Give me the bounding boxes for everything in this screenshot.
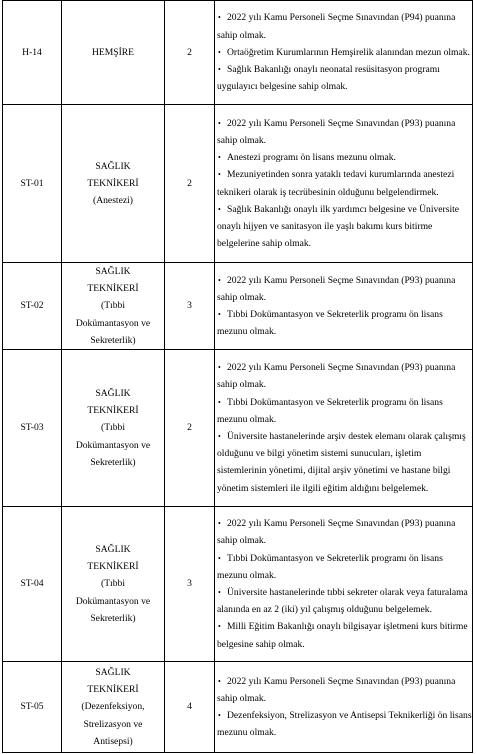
requirement-item xyxy=(215,584,472,618)
requirement-text: Milli Eğitim Bakanlığı onaylı bilgisayar işletmeni kurs bitirme belgesine sahip olmak. xyxy=(217,621,468,650)
position-title-line: (Tıbbi xyxy=(101,578,125,590)
position-title-line: TEKNİKERİ xyxy=(87,283,139,295)
bullet-icon: • xyxy=(218,711,221,721)
requirement-text: Tıbbi Dokümantasyon ve Sekreterlik programı ön lisans mezunu olmak. xyxy=(217,309,443,338)
position-title-line: SAĞLIK xyxy=(95,667,131,678)
position-title-line: TEKNİKERİ xyxy=(87,561,139,573)
requirement-text: Mezuniyetinden sonra yataklı tedavi kurumlarında anestezi teknikeri olarak iş tecrübesinin olduğunu belgelendirmek. xyxy=(217,169,455,198)
position-count: 3 xyxy=(165,263,215,350)
requirements-table xyxy=(2,0,473,753)
position-title-line: (Tıbbi xyxy=(101,422,125,434)
position-title xyxy=(62,507,165,662)
position-count: 2 xyxy=(165,105,215,263)
position-code: ST-04 xyxy=(3,507,62,662)
table-row xyxy=(3,662,473,753)
position-title xyxy=(62,105,165,263)
position-title xyxy=(62,662,165,753)
position-title-line: Dokümantasyon ve xyxy=(75,595,151,607)
bullet-icon: • xyxy=(218,47,221,57)
position-title xyxy=(62,350,165,507)
requirement-text: Sağlık Bakanlığı onaylı neonatal resüsitasyon programı uygulayıcı belgesine sahip olmak. xyxy=(217,64,440,93)
requirement-text: Tıbbi Dokümantasyon ve Sekreterlik programı ön lisans mezunu olmak. xyxy=(217,396,443,425)
requirement-item xyxy=(215,201,472,253)
position-title-line: Sekreterlik) xyxy=(90,334,136,346)
requirement-text: Üniversite hastanelerinde arşiv destek elemanı olarak çalışmış olduğunu ve bilgi yönetim sistemi sunucuları, işletim sistemlerinin yönetimi, dijital arşiv yönetimi ve hastane bilgi yönetim sistemleri ile ilgili eğitim aldığını belgelemek. xyxy=(217,431,466,494)
position-count: 3 xyxy=(165,507,215,662)
requirements-list xyxy=(215,515,472,653)
bullet-icon: • xyxy=(218,170,221,180)
position-code: H-14 xyxy=(3,1,62,105)
position-title-line: (Dezenfeksiyon, xyxy=(81,701,145,713)
requirement-text: Dezenfeksiyon, Strelizasyon ve Antisepsi Teknikerliği ön lisans mezunu olmak. xyxy=(217,710,472,739)
table-row xyxy=(3,105,473,263)
position-count: 4 xyxy=(165,662,215,753)
requirement-item xyxy=(215,550,472,584)
requirements-list xyxy=(215,673,472,742)
requirement-item xyxy=(215,61,472,95)
bullet-icon: • xyxy=(218,519,221,529)
requirement-text: 2022 yılı Kamu Personeli Seçme Sınavından (P94) puanına sahip olmak. xyxy=(217,12,456,41)
requirement-item xyxy=(215,707,472,741)
requirements-cell xyxy=(215,662,473,753)
requirement-text: Üniversite hastanelerinde tıbbi sekreter olarak veya faturalama alanında en az 2 (iki) yıl çalışmış olduğunu belgelemek. xyxy=(217,587,468,616)
position-title-line: SAĞLIK xyxy=(95,266,131,277)
requirements-cell xyxy=(215,105,473,263)
bullet-icon: • xyxy=(218,588,221,598)
requirement-item xyxy=(215,166,472,200)
table-row xyxy=(3,1,473,105)
requirement-text: 2022 yılı Kamu Personeli Seçme Sınavından (P93) puanına sahip olmak. xyxy=(217,117,456,146)
position-title-line: SAĞLIK xyxy=(95,160,131,172)
bullet-icon: • xyxy=(218,13,221,23)
table-row xyxy=(3,507,473,662)
requirement-text: 2022 yılı Kamu Personeli Seçme Sınavından (P93) puanına sahip olmak. xyxy=(217,675,456,704)
bullet-icon: • xyxy=(218,397,221,407)
position-title-line: Antisepsi) xyxy=(93,735,133,747)
position-title-line: (Anestezi) xyxy=(93,195,133,207)
requirements-list xyxy=(215,115,472,253)
bullet-icon: • xyxy=(218,153,221,163)
bullet-icon: • xyxy=(218,204,221,214)
bullet-icon: • xyxy=(218,363,221,373)
position-title-line: TEKNİKERİ xyxy=(87,684,139,696)
requirements-cell xyxy=(215,1,473,105)
bullet-icon: • xyxy=(218,310,221,319)
requirements-list xyxy=(215,9,472,95)
requirement-text: Sağlık Bakanlığı onaylı ilk yardımcı belgesine ve Üniversite onaylı hijyen ve sanitasyon ile yaşlı bakımı kurs bitirme belgelerine sahip olmak. xyxy=(217,203,460,250)
requirement-item xyxy=(215,394,472,428)
requirements-cell xyxy=(215,263,473,350)
position-title-line: (Tıbbi xyxy=(101,300,125,312)
bullet-icon: • xyxy=(218,65,221,75)
position-title xyxy=(62,263,165,350)
position-title-line: SAĞLIK xyxy=(95,544,131,555)
position-code: ST-03 xyxy=(3,350,62,507)
position-count: 2 xyxy=(165,350,215,507)
position-count: 2 xyxy=(165,1,215,105)
position-title-line: SAĞLIK xyxy=(95,388,131,399)
requirement-item xyxy=(215,428,472,497)
requirement-text: 2022 yılı Kamu Personeli Seçme Sınavından (P93) puanına sahip olmak. xyxy=(217,362,456,391)
position-title-line: Sekreterlik) xyxy=(90,612,136,624)
requirement-text: Anestezi programı ön lisans mezunu olmak. xyxy=(227,152,396,164)
position-code: ST-01 xyxy=(3,105,62,263)
position-code: ST-02 xyxy=(3,263,62,350)
requirements-cell xyxy=(215,507,473,662)
requirement-item xyxy=(215,359,472,393)
bullet-icon: • xyxy=(218,622,221,632)
requirement-text: Tıbbi Dokümantasyon ve Sekreterlik programı ön lisans mezunu olmak. xyxy=(217,552,443,581)
bullet-icon: • xyxy=(218,118,221,128)
requirement-text: 2022 yılı Kamu Personeli Seçme Sınavından (P93) puanına sahip olmak. xyxy=(217,274,456,303)
requirement-item xyxy=(215,149,472,166)
position-title xyxy=(62,1,165,105)
position-title-line: Strelizasyon ve xyxy=(83,718,143,730)
position-title-line: TEKNİKERİ xyxy=(87,177,139,189)
bullet-icon: • xyxy=(218,553,221,563)
requirements-cell xyxy=(215,350,473,507)
bullet-icon: • xyxy=(218,432,221,442)
requirement-item xyxy=(215,9,472,43)
requirements-list xyxy=(215,359,472,497)
position-title-line: HEMŞİRE xyxy=(91,46,135,58)
position-title-line: Dokümantasyon ve xyxy=(75,439,151,451)
requirement-item xyxy=(215,515,472,549)
requirements-list xyxy=(215,272,472,341)
requirement-item xyxy=(215,44,472,61)
requirements-table-body xyxy=(3,1,473,753)
requirement-item xyxy=(215,618,472,652)
requirement-item xyxy=(215,115,472,149)
position-title-line: Dokümantasyon ve xyxy=(75,317,151,329)
bullet-icon: • xyxy=(218,676,221,686)
requirement-text: Ortaöğretim Kurumlarının Hemşirelik alanından mezun olmak. xyxy=(227,46,470,58)
requirement-text: 2022 yılı Kamu Personeli Seçme Sınavından (P93) puanına sahip olmak. xyxy=(217,518,456,547)
bullet-icon: • xyxy=(218,275,221,285)
requirement-item xyxy=(215,306,472,340)
requirement-item xyxy=(215,272,472,306)
position-code: ST-05 xyxy=(3,662,62,753)
position-title-line: TEKNİKERİ xyxy=(87,405,139,417)
table-row xyxy=(3,263,473,350)
position-title-line: Sekreterlik) xyxy=(90,456,136,468)
table-row xyxy=(3,350,473,507)
requirement-item xyxy=(215,673,472,707)
